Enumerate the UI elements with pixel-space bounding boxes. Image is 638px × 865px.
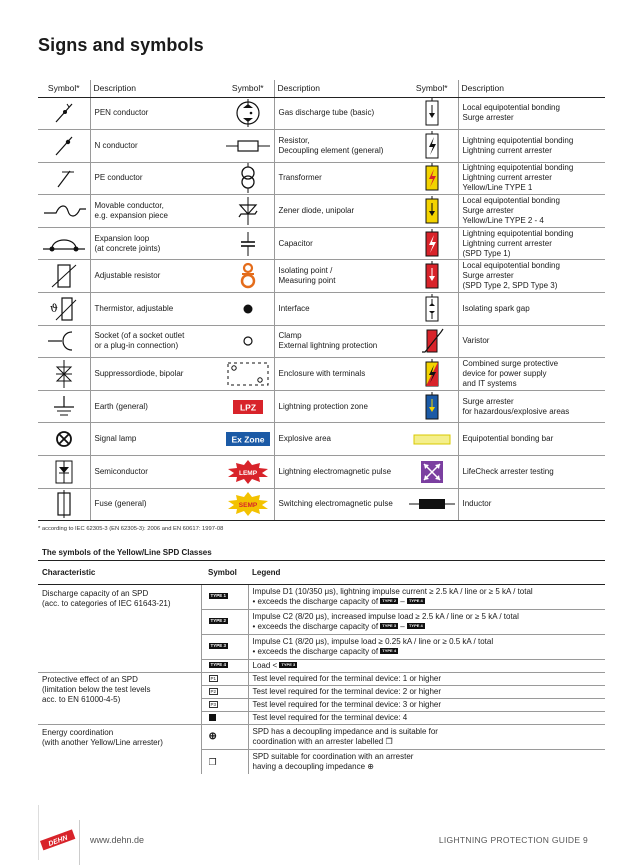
desc: Interface — [274, 293, 418, 326]
lemp-badge — [222, 456, 274, 489]
lpz-badge — [222, 390, 274, 423]
type2-label: TYPE 2 — [210, 618, 227, 624]
type3-label: TYPE 3 — [210, 643, 227, 649]
svg-text:LPZ: LPZ — [239, 402, 256, 413]
lifecheck-icon — [406, 456, 458, 489]
isolating-point-icon — [222, 260, 274, 293]
desc: Semiconductor — [90, 456, 234, 489]
plus-circle-icon: ⊕ — [201, 724, 248, 749]
desc: Signal lamp — [90, 423, 234, 456]
legend-p4: Test level required for the terminal device: 4 — [248, 711, 605, 724]
legend-exceeds: • exceeds the discharge capacity of — [252, 646, 379, 656]
desc: N conductor — [90, 130, 234, 163]
legend-p2: Test level required for the terminal device: 2 or higher — [248, 685, 605, 698]
type2-yellow-arrester-icon — [406, 195, 458, 228]
earth-icon — [38, 390, 90, 423]
desc: Resistor, Decoupling element (general) — [274, 130, 418, 163]
symbol-header: Symbol* — [222, 80, 274, 97]
legend-energy-2: SPD suitable for coordination with an arrester having a decoupling impedance ⊕ — [252, 751, 414, 771]
desc: PEN conductor — [90, 97, 234, 130]
desc: Lightning equipotential bonding Lightning current arrester (SPD Type 1) — [458, 227, 605, 260]
svg-text:ϑ: ϑ — [49, 301, 58, 315]
legend-exceeds: • exceeds the discharge capacity of — [252, 621, 379, 631]
footer-guide: LIGHTNING PROTECTION GUIDE 9 — [438, 835, 588, 845]
symbols-table-3 — [406, 80, 605, 521]
desc: Switching electromagnetic pulse — [274, 488, 418, 521]
type4-label: TYPE 4 — [408, 623, 423, 629]
resistor-icon — [222, 130, 274, 163]
description-header: Description — [458, 80, 605, 97]
footnote: * according to IEC 62305-3 (EN 62305-3): 2006 and EN 60617: 1997-08 — [38, 526, 224, 532]
desc: Capacitor — [274, 227, 418, 260]
signal-lamp-icon — [38, 423, 90, 456]
desc: Varistor — [458, 325, 605, 358]
desc: Clamp External lightning protection — [274, 325, 418, 358]
description-header: Description — [274, 80, 418, 97]
isolating-spark-gap-icon — [406, 293, 458, 326]
desc: Combined surge protective device for power supply and IT systems — [458, 358, 605, 391]
desc: Lightning equipotential bonding Lightning current arrester Yellow/Line TYPE 1 — [458, 162, 605, 195]
lightning-current-arrester-icon — [406, 130, 458, 163]
desc: Local equipotential bonding Surge arrester Yellow/Line TYPE 2 - 4 — [458, 195, 605, 228]
legend-header: Legend — [248, 561, 605, 584]
desc: Earth (general) — [90, 390, 234, 423]
legend-type1: Impulse D1 (10/350 μs), lightning impulse current ≥ 2.5 kA / line or ≥ 5 kA / total — [252, 586, 533, 596]
desc: Suppressordiode, bipolar — [90, 358, 234, 391]
desc: Isolating point / Measuring point — [274, 260, 418, 293]
expansion-loop-icon — [38, 227, 90, 260]
interface-icon — [222, 293, 274, 326]
p2-label: P2 — [210, 688, 217, 694]
type4-label: TYPE 4 — [408, 598, 423, 604]
desc: Local equipotential bonding Surge arrester (SPD Type 2, SPD Type 3) — [458, 260, 605, 293]
capacitor-icon — [222, 227, 274, 260]
svg-text:LEMP: LEMP — [238, 469, 257, 477]
bonding-bar-icon — [406, 423, 458, 456]
desc: Inductor — [458, 488, 605, 521]
description-header: Description — [90, 80, 234, 97]
inductor-icon — [406, 488, 458, 521]
char-energy: Energy coordination (with another Yellow/Line arrester) — [38, 724, 201, 774]
enclosure-terminals-icon — [222, 358, 274, 391]
socket-icon — [38, 325, 90, 358]
desc: Lightning protection zone — [274, 390, 418, 423]
svg-text:Ex Zone: Ex Zone — [231, 434, 265, 445]
svg-text:DEHN: DEHN — [47, 834, 69, 848]
type3-label: TYPE 3 — [281, 662, 296, 668]
desc: Movable conductor, e.g. expansion piece — [90, 195, 234, 228]
legend-p1: Test level required for the terminal device: 1 or higher — [248, 672, 605, 685]
n-conductor-icon — [38, 130, 90, 163]
pe-conductor-icon — [38, 162, 90, 195]
dehn-logo — [38, 805, 78, 860]
legend-energy-1: SPD has a decoupling impedance and is suitable for coordination with an arrester labelled ❐ — [248, 724, 605, 749]
desc: Adjustable resistor — [90, 260, 234, 293]
p1-label: P1 — [210, 675, 217, 681]
clamp-icon — [222, 325, 274, 358]
desc: Transformer — [274, 162, 418, 195]
combined-spd-icon — [406, 358, 458, 391]
p4-block-icon — [209, 714, 216, 721]
zener-diode-icon — [222, 195, 274, 228]
desc: Expansion loop (at concrete joints) — [90, 227, 234, 260]
svg-text:SEMP: SEMP — [238, 502, 257, 510]
char-protective: Protective effect of an SPD (limitation below the test levels acc. to EN 61000-4-5) — [38, 672, 201, 724]
legend-type4: Load < — [252, 660, 278, 670]
type3-label: TYPE 3 — [382, 623, 397, 629]
legend-type2: Impulse C2 (8/20 μs), increased impulse load ≥ 2.5 kA / line or ≥ 5 kA / total — [252, 611, 519, 621]
desc: Isolating spark gap — [458, 293, 605, 326]
semiconductor-icon — [38, 456, 90, 489]
type1-label: TYPE 1 — [210, 593, 227, 599]
desc: Thermistor, adjustable — [90, 293, 234, 326]
characteristic-header: Characteristic — [38, 561, 201, 584]
semp-badge — [222, 488, 274, 521]
adjustable-resistor-icon — [38, 260, 90, 293]
legend-type3: Impulse C1 (8/20 μs), impulse load ≥ 0.25 kA / line or ≥ 0.5 kA / total — [252, 636, 494, 646]
legend-exceeds: • exceeds the discharge capacity of — [252, 596, 379, 606]
desc: Local equipotential bonding Surge arrester — [458, 97, 605, 130]
char-discharge: Discharge capacity of an SPD (acc. to categories of IEC 61643-21) — [38, 584, 201, 672]
spd-type2-icon — [406, 260, 458, 293]
legend-p3: Test level required for the terminal device: 3 or higher — [248, 698, 605, 711]
suppressor-diode-icon — [38, 358, 90, 391]
box-corner-icon: ❐ — [201, 749, 248, 774]
pen-conductor-icon — [38, 97, 90, 130]
footer-divider — [79, 820, 80, 865]
page-title: Signs and symbols — [38, 35, 204, 55]
thermistor-icon — [38, 293, 90, 326]
desc: Surge arrester for hazardous/explosive areas — [458, 390, 605, 423]
fuse-icon — [38, 488, 90, 521]
symbols-table-1 — [38, 80, 234, 521]
footer-url[interactable]: www.dehn.de — [90, 835, 145, 845]
spd-type1-icon — [406, 227, 458, 260]
desc: Equipotential bonding bar — [458, 423, 605, 456]
type4-label: TYPE 4 — [210, 662, 227, 668]
desc: Lightning electromagnetic pulse — [274, 456, 418, 489]
type1-yellow-arrester-icon — [406, 162, 458, 195]
desc: Zener diode, unipolar — [274, 195, 418, 228]
desc: PE conductor — [90, 162, 234, 195]
type2-label: TYPE 2 — [382, 598, 397, 604]
desc: Explosive area — [274, 423, 418, 456]
desc: Socket (of a socket outlet or a plug-in connection) — [90, 325, 234, 358]
surge-arrester-icon — [406, 97, 458, 130]
symbol-header: Symbol* — [38, 80, 90, 97]
ex-zone-badge — [222, 423, 274, 456]
type4-label: TYPE 4 — [382, 648, 397, 654]
transformer-icon — [222, 162, 274, 195]
symbols-table-2 — [222, 80, 418, 521]
desc: Lightning equipotential bonding Lightning current arrester — [458, 130, 605, 163]
desc: Gas discharge tube (basic) — [274, 97, 418, 130]
symbol-header: Symbol — [201, 561, 248, 584]
desc: Enclosure with terminals — [274, 358, 418, 391]
ex-surge-arrester-icon — [406, 390, 458, 423]
desc: Fuse (general) — [90, 488, 234, 521]
gas-discharge-tube-icon — [222, 97, 274, 130]
varistor-icon — [406, 325, 458, 358]
symbol-header: Symbol* — [406, 80, 458, 97]
movable-conductor-icon — [38, 195, 90, 228]
p3-label: P3 — [210, 701, 217, 707]
spd-section-title: The symbols of the Yellow/Line SPD Classes — [38, 548, 605, 561]
spd-classes-table: Characteristic Symbol Legend Discharge capacity of an SPD (acc. to categories of IEC 61643-21) TYPE 1 Impulse D1 (10/350 μs), lightning impulse current ≥ 2.5 kA / line or ≥ 5 kA / total • exceeds the discharge capacity of TYPE 2 – TYPE 4 TYPE 2 Impulse C2 (8/20 μs), increased impulse load ≥ 2.5 kA / line or ≥ 5 kA / total • exceeds the discharge capacity of TYPE 3 – TYPE 4 TYPE 3 Impulse C1 (8/20 μs), impulse load ≥ 0.25 kA / line or ≥ 0.5 kA / total • exceeds the discharge capacity of TYPE 4 TYPE 4 Load < TYPE 3 Protective effect of an SPD (limitation below the test levels acc. to EN 61000-4-5) P1 Test level required for the terminal device: 1 or higher P2 Test level required for the terminal device: 2 or higher P3 Test level required for the terminal device: 3 or higher Test level required for the terminal device: 4 Energy coordination (with another Yellow/Line arrester) ⊕ SPD has a decoupling impedance and is suitable for coordination with an arrester labelled ❐ ❐ SPD suitable for coordination with an arrester having a decoupling impedance ⊕ — [38, 561, 605, 774]
desc: LifeCheck arrester testing — [458, 456, 605, 489]
